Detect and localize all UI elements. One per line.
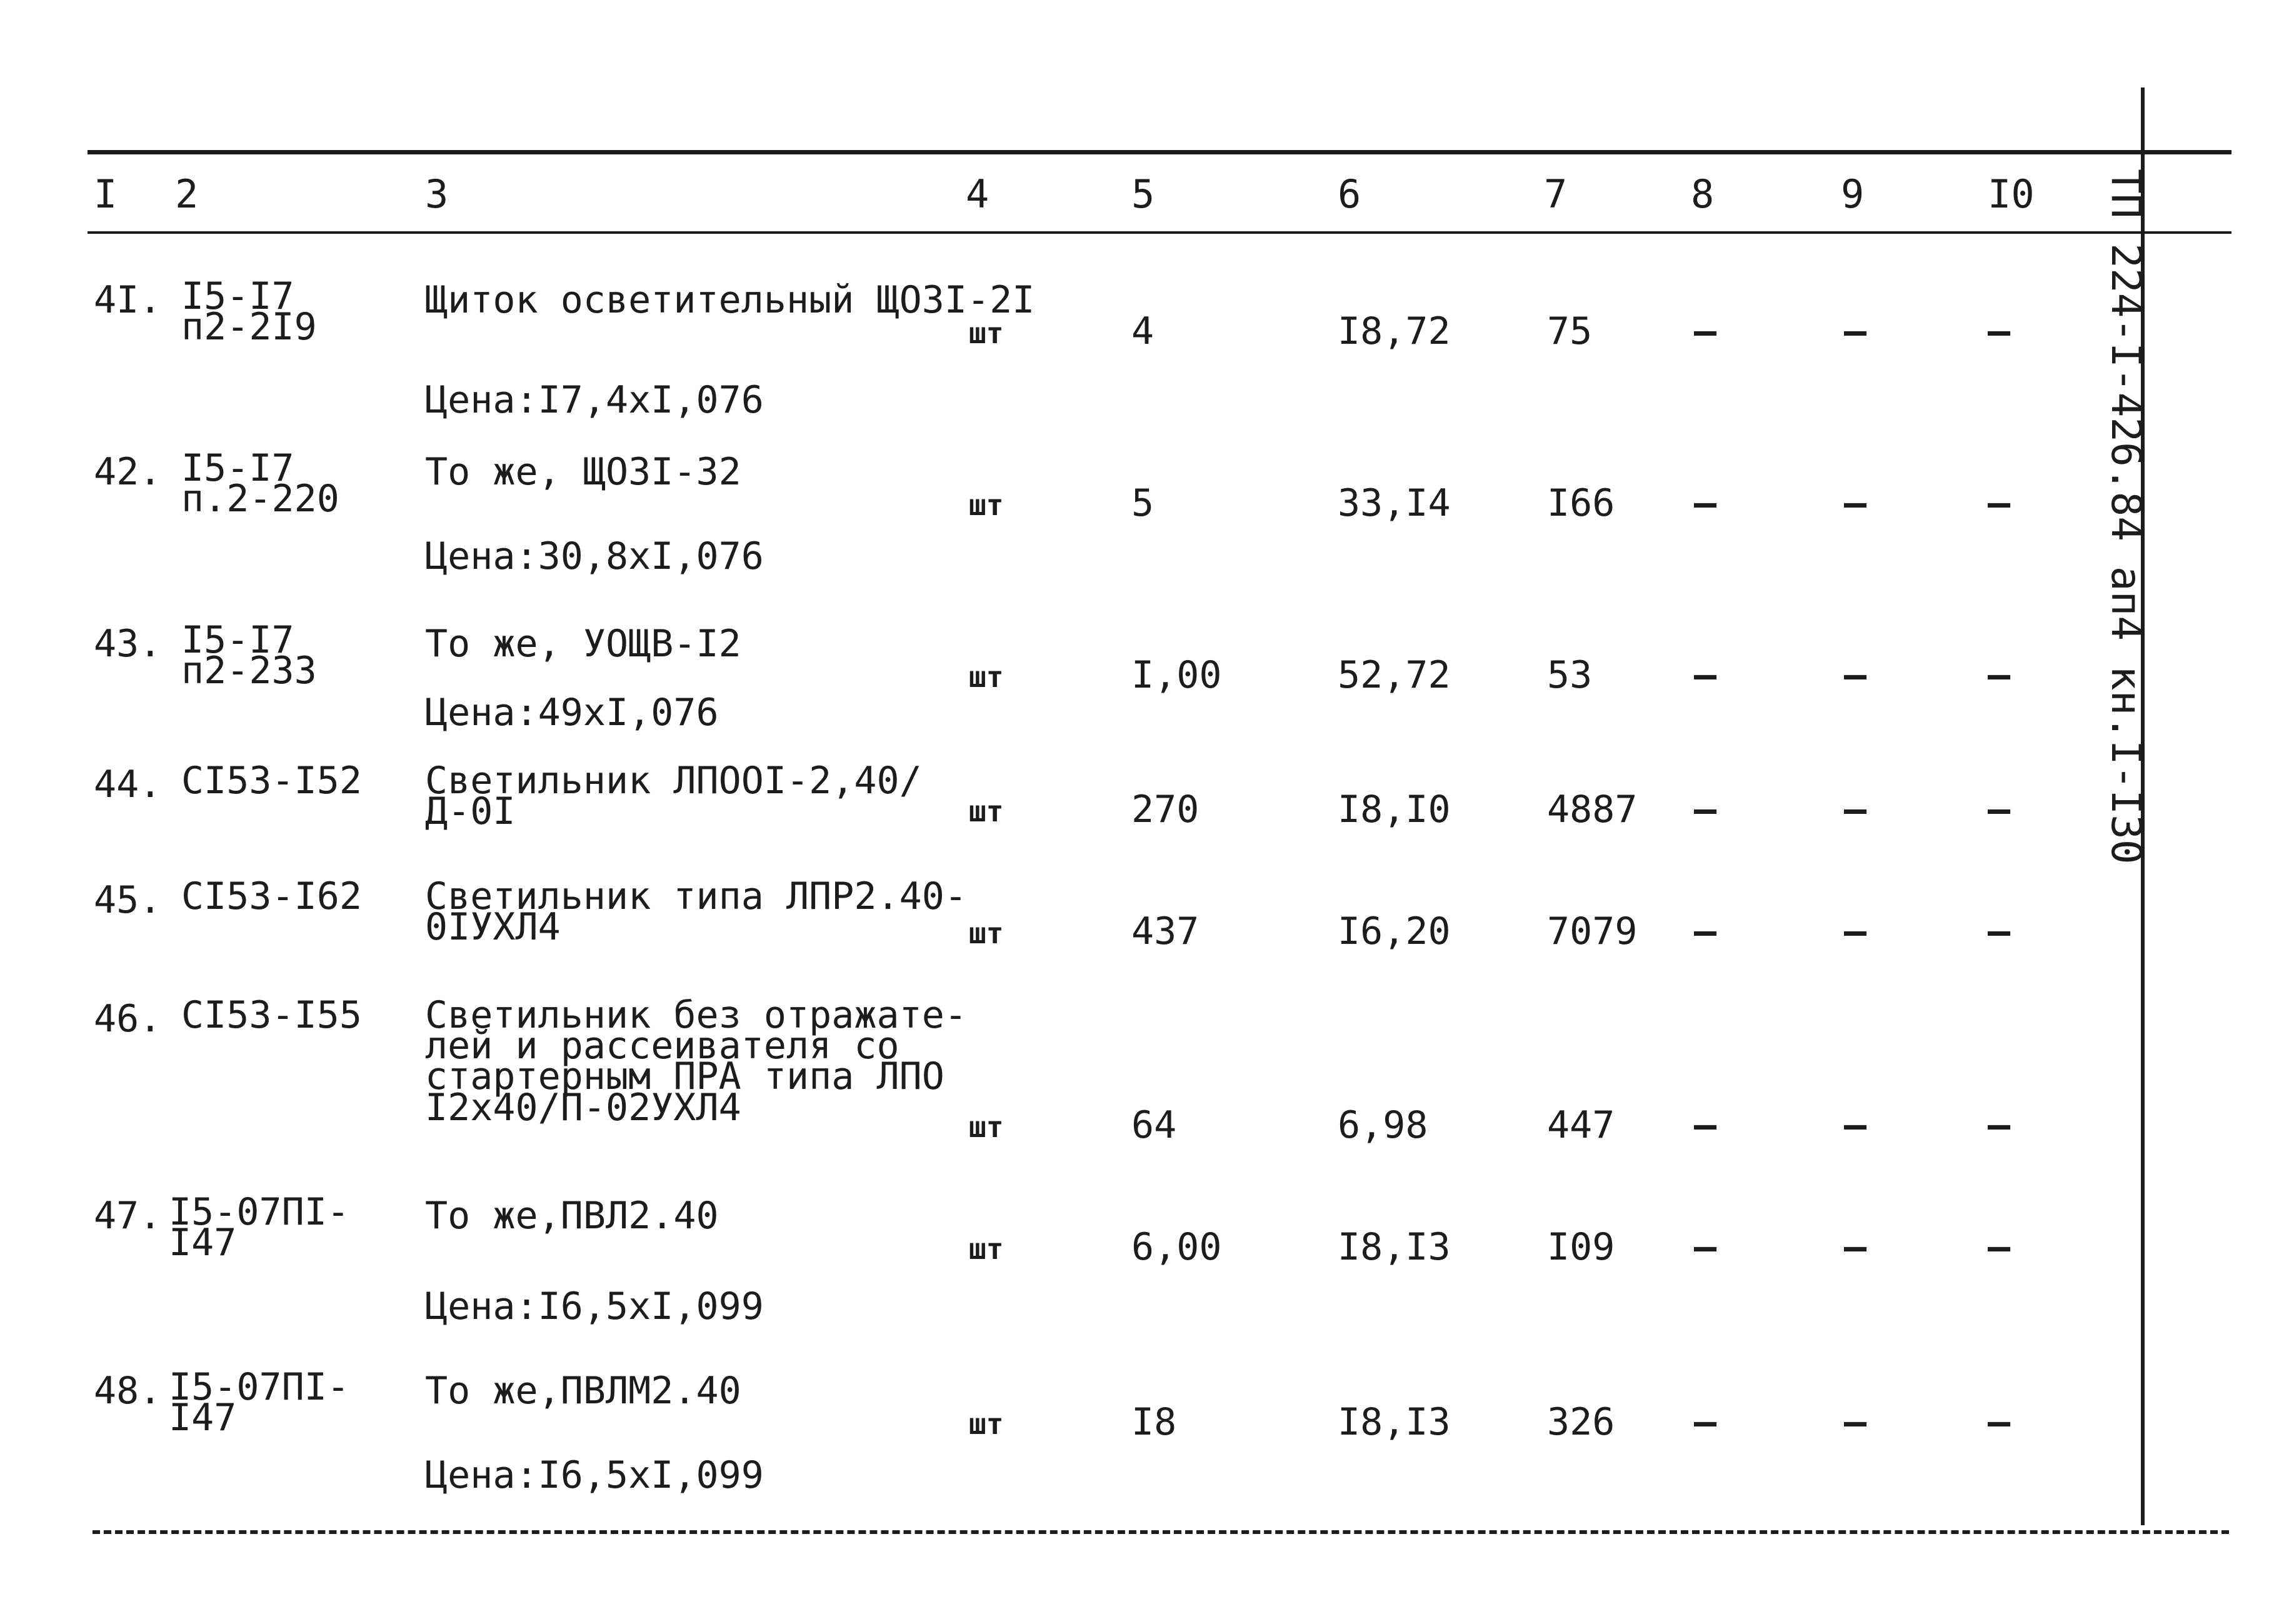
- row-col8: –: [1694, 309, 1717, 353]
- row-unit: шт: [969, 1407, 1004, 1441]
- row-qty: 64: [1131, 1103, 1177, 1147]
- row-number: 47.: [94, 1194, 162, 1238]
- row-total: 7079: [1547, 910, 1638, 953]
- row-col9: –: [1844, 1225, 1867, 1269]
- row-col10: –: [1988, 1103, 2011, 1147]
- row-unit: шт: [969, 316, 1004, 350]
- row-unit: шт: [969, 1110, 1004, 1144]
- row-total: 75: [1547, 309, 1593, 353]
- row-qty: 437: [1131, 910, 1200, 953]
- row-col9: –: [1844, 481, 1867, 525]
- row-col9: –: [1844, 309, 1867, 353]
- row-col10: –: [1988, 910, 2011, 953]
- row-unit-cost: 52,72: [1338, 653, 1451, 697]
- row-unit-cost: I6,20: [1338, 910, 1451, 953]
- row-qty: 5: [1131, 481, 1155, 525]
- row-col10: –: [1988, 788, 2011, 831]
- row-col10: –: [1988, 1225, 2011, 1269]
- row-qty: 6,00: [1131, 1225, 1222, 1269]
- row-number: 45.: [94, 878, 162, 922]
- row-total: 53: [1547, 653, 1593, 697]
- row-col10: –: [1988, 1400, 2011, 1444]
- row-unit-cost: I8,I0: [1338, 788, 1451, 831]
- row-code: I5-I7 п.2-220: [181, 446, 339, 521]
- row-total: I66: [1547, 481, 1615, 525]
- row-unit: шт: [969, 488, 1004, 522]
- row-unit-cost: I8,I3: [1338, 1400, 1451, 1444]
- col-header-3: 3: [425, 171, 449, 217]
- row-name: Светильник ЛПООI-2,40/ Д-0I: [425, 759, 922, 834]
- row-unit-cost: 6,98: [1338, 1103, 1428, 1147]
- row-col8: –: [1694, 788, 1717, 831]
- row-price: Цена:30,8хI,076: [425, 534, 764, 578]
- col-header-9: 9: [1841, 171, 1865, 217]
- row-code: СI53-I62: [181, 875, 362, 918]
- row-col9: –: [1844, 653, 1867, 697]
- row-price: Цена:I6,5хI,099: [425, 1453, 764, 1497]
- col-header-2: 2: [175, 171, 199, 217]
- row-col9: –: [1844, 788, 1867, 831]
- row-code: СI53-I52: [181, 759, 362, 803]
- row-total: 447: [1547, 1103, 1615, 1147]
- row-number: 46.: [94, 997, 162, 1041]
- row-col10: –: [1988, 309, 2011, 353]
- row-unit: шт: [969, 660, 1004, 694]
- side-document-code: ТП 224-I-426.84 ап4 кн.I-I30: [2102, 169, 2150, 865]
- row-name: То же,ПВЛ2.40: [425, 1194, 719, 1238]
- col-header-8: 8: [1691, 171, 1715, 217]
- row-code: СI53-I55: [181, 993, 362, 1037]
- col-header-5: 5: [1131, 171, 1155, 217]
- row-name: То же, УОЩВ-I2: [425, 622, 741, 666]
- row-col10: –: [1988, 653, 2011, 697]
- row-unit-cost: I8,I3: [1338, 1225, 1451, 1269]
- row-col8: –: [1694, 1225, 1717, 1269]
- row-code: I5-I7 п2-2I9: [181, 274, 317, 349]
- row-name: То же,ПВЛМ2.40: [425, 1369, 741, 1413]
- row-price: Цена:I6,5хI,099: [425, 1285, 764, 1328]
- row-qty: I,00: [1131, 653, 1222, 697]
- row-qty: I8: [1131, 1400, 1177, 1444]
- row-code: I5-07ПI- I47: [169, 1365, 349, 1440]
- row-col8: –: [1694, 481, 1717, 525]
- row-number: 42.: [94, 450, 162, 494]
- row-code: I5-07ПI- I47: [169, 1190, 349, 1265]
- row-unit-cost: 33,I4: [1338, 481, 1451, 525]
- row-price: Цена:49хI,076: [425, 691, 719, 734]
- col-header-7: 7: [1544, 171, 1568, 217]
- row-col10: –: [1988, 481, 2011, 525]
- row-qty: 4: [1131, 309, 1155, 353]
- row-col8: –: [1694, 1400, 1717, 1444]
- row-unit: шт: [969, 916, 1004, 950]
- row-name: Щиток осветительный ЩО3I-2I: [425, 278, 1035, 322]
- row-name: Светильник без отражате- лей и рассеивателя со стартерным ПРА типа ЛПО I2х40/П-02УХЛ4: [425, 993, 967, 1130]
- row-number: 48.: [94, 1369, 162, 1413]
- row-price: Цена:I7,4хI,076: [425, 378, 764, 422]
- row-total: I09: [1547, 1225, 1615, 1269]
- row-col9: –: [1844, 1400, 1867, 1444]
- col-header-6: 6: [1338, 171, 1361, 217]
- row-col8: –: [1694, 910, 1717, 953]
- col-header-4: 4: [966, 171, 989, 217]
- row-qty: 270: [1131, 788, 1200, 831]
- row-number: 4I.: [94, 278, 162, 322]
- col-header-10: I0: [1988, 171, 2035, 217]
- row-col8: –: [1694, 653, 1717, 697]
- col-header-1: I: [94, 171, 118, 217]
- row-number: 43.: [94, 622, 162, 666]
- row-col9: –: [1844, 910, 1867, 953]
- row-unit-cost: I8,72: [1338, 309, 1451, 353]
- row-unit: шт: [969, 1232, 1004, 1266]
- row-col8: –: [1694, 1103, 1717, 1147]
- row-total: 4887: [1547, 788, 1638, 831]
- row-unit: шт: [969, 794, 1004, 828]
- header-rule: [88, 231, 2231, 234]
- row-col9: –: [1844, 1103, 1867, 1147]
- row-total: 326: [1547, 1400, 1615, 1444]
- row-name: То же, ЩО3I-32: [425, 450, 741, 494]
- row-number: 44.: [94, 763, 162, 806]
- top-rule: [88, 150, 2231, 154]
- row-name: Светильник типа ЛПР2.40- 0IУХЛ4: [425, 875, 967, 950]
- row-code: I5-I7 п2-233: [181, 618, 317, 693]
- bottom-dashed-rule: [93, 1530, 2229, 1534]
